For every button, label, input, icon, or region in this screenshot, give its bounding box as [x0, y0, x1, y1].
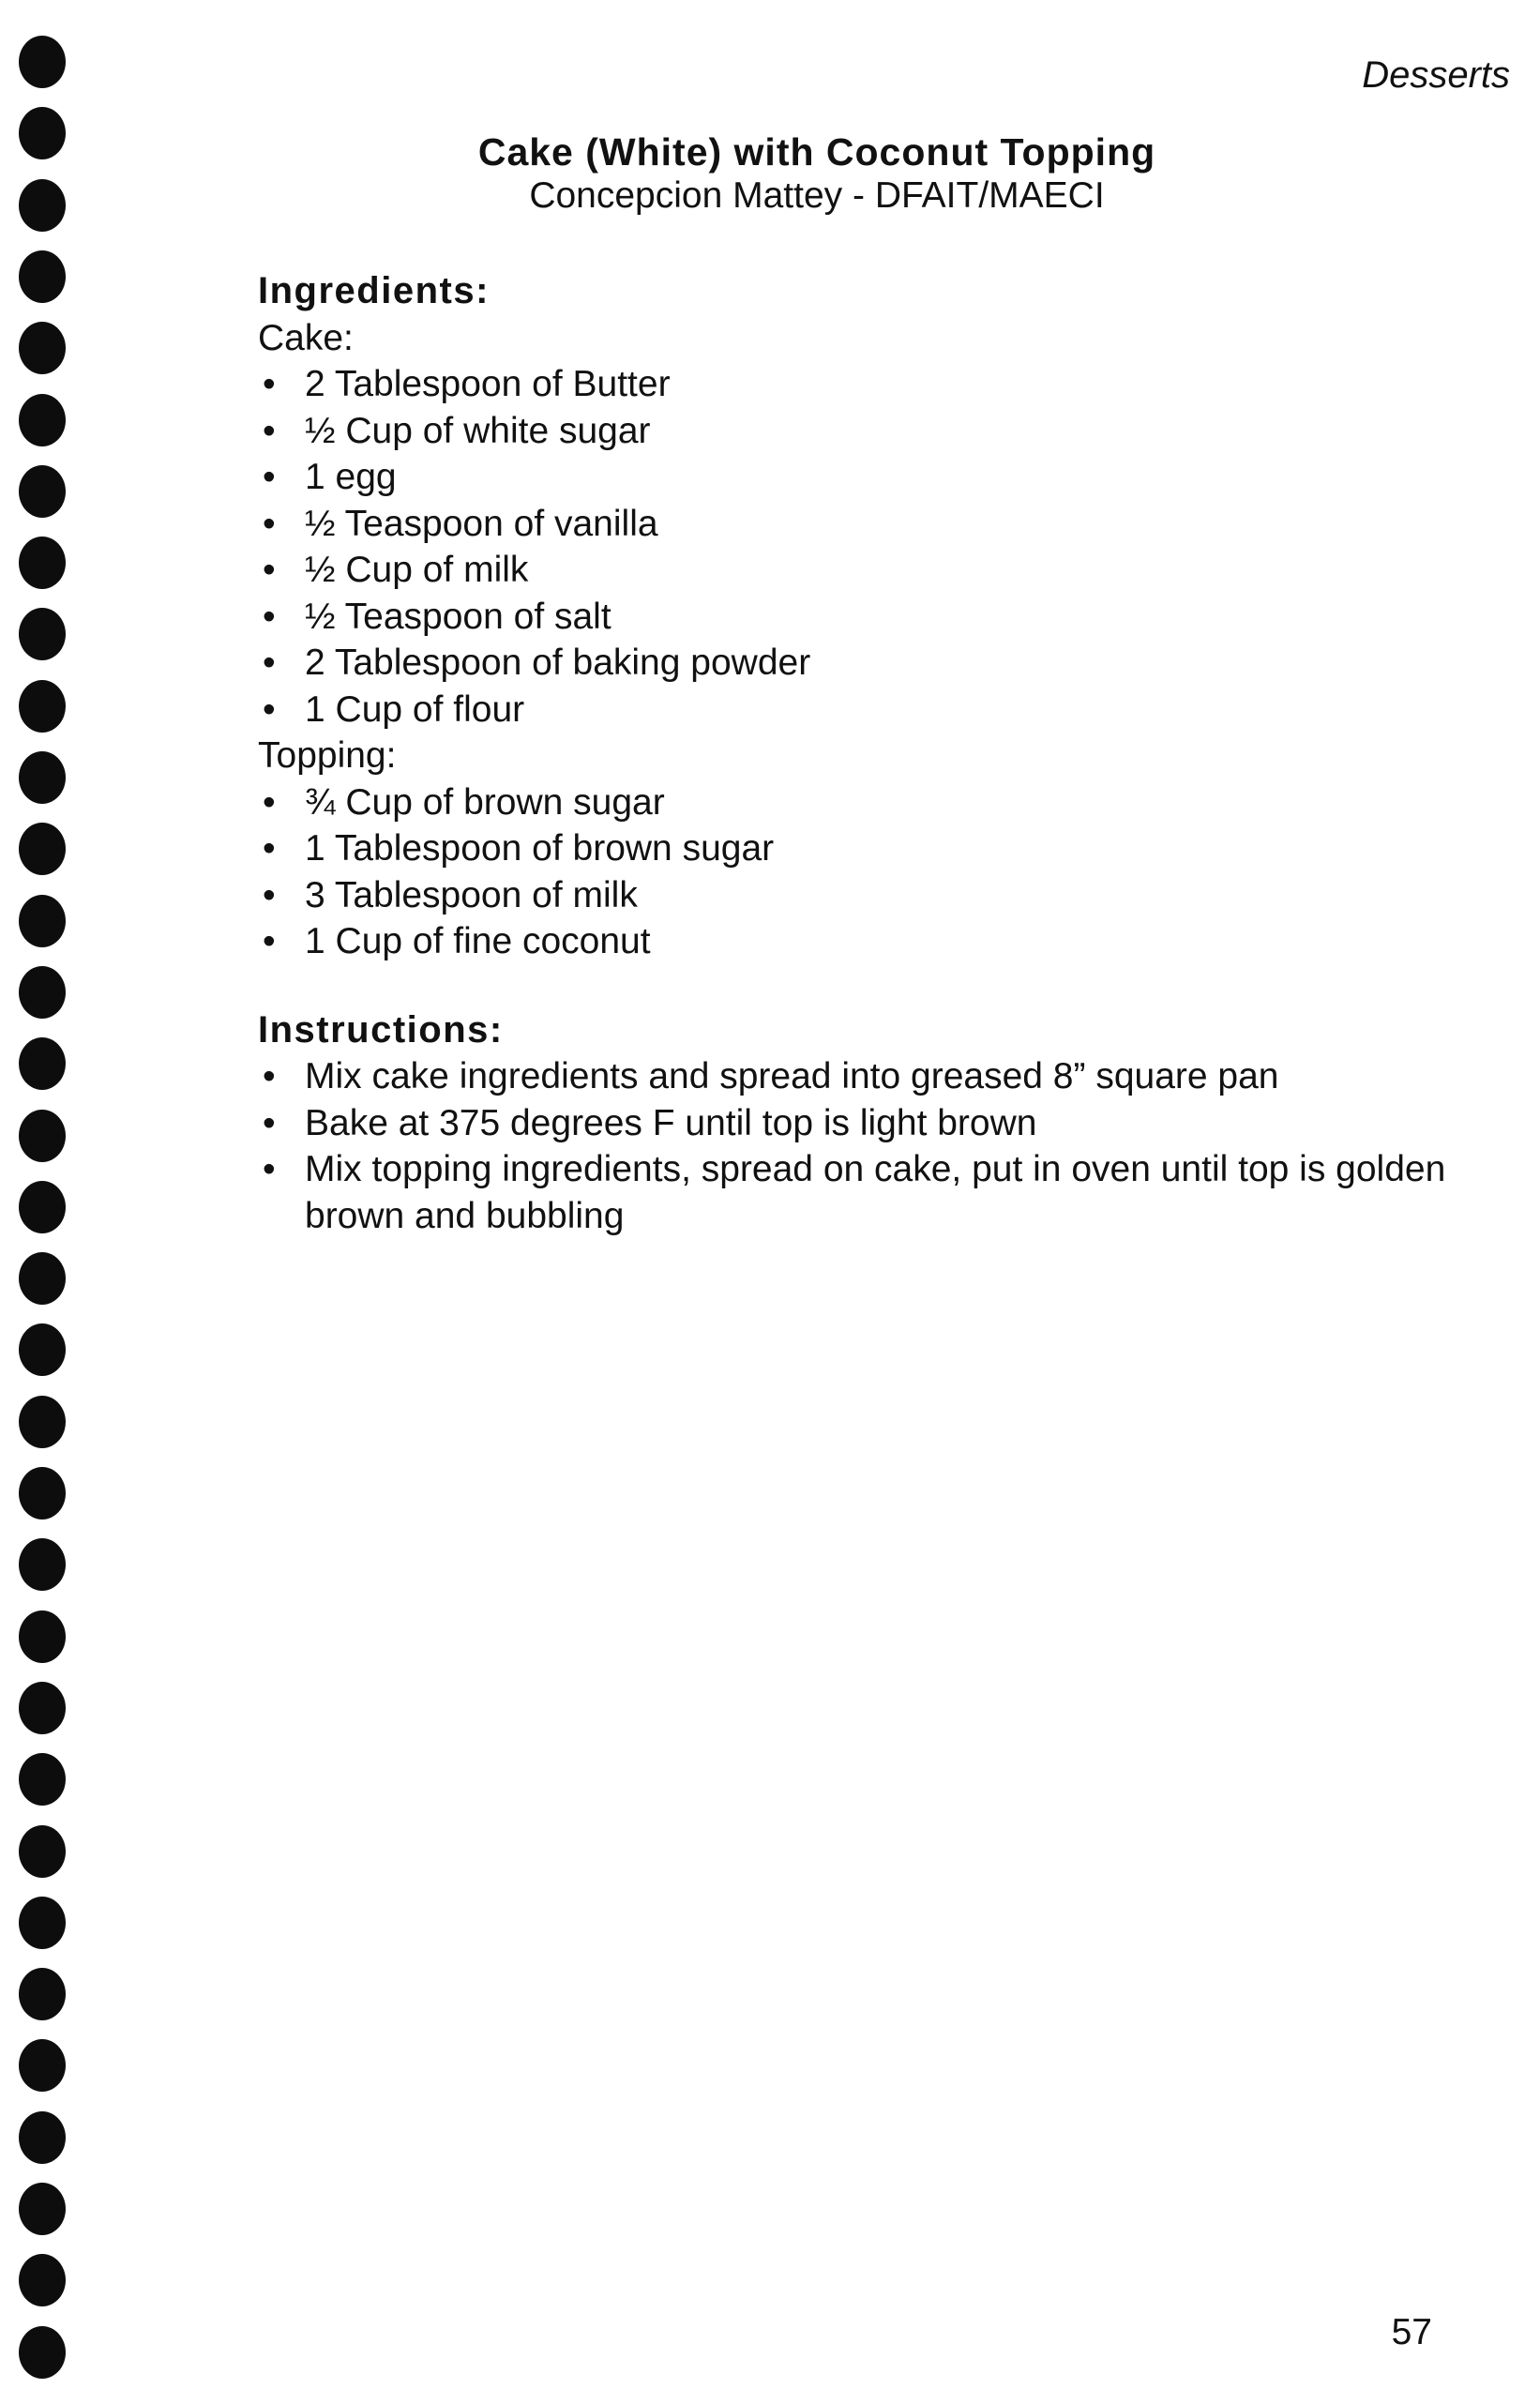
ingredient-text: ½ Teaspoon of salt — [305, 596, 611, 637]
list-item — [258, 779, 1449, 826]
list-item — [258, 687, 1449, 733]
recipe-title: Cake (White) with Coconut Topping — [477, 130, 1156, 174]
list-item — [258, 1146, 1449, 1239]
binding-hole — [19, 36, 66, 88]
ingredient-text: ¾ Cup of brown sugar — [305, 781, 665, 823]
binding-hole — [19, 1252, 66, 1305]
binding-hole — [19, 1037, 66, 1090]
list-item — [258, 547, 1449, 594]
list-item — [258, 640, 1449, 687]
binding-hole — [19, 1323, 66, 1376]
binding-hole — [19, 465, 66, 518]
recipe-author: Concepcion Mattey - DFAIT/MAECI — [529, 175, 1105, 216]
bullet-icon: • — [263, 781, 276, 823]
binding-hole — [19, 2111, 66, 2164]
binding-hole — [19, 2183, 66, 2235]
recipe-header — [0, 129, 1540, 218]
list-item — [258, 872, 1449, 919]
binding-hole — [19, 751, 66, 804]
list-item — [258, 594, 1449, 641]
ingredient-group-label-topping: Topping: — [258, 735, 397, 776]
ingredient-text: ½ Teaspoon of vanilla — [305, 503, 658, 544]
binding-hole — [19, 1396, 66, 1448]
ingredient-text: 1 Cup of fine coconut — [305, 921, 651, 961]
binding-hole — [19, 322, 66, 374]
list-item — [258, 408, 1449, 455]
binding-hole — [19, 2039, 66, 2092]
binding-hole — [19, 2254, 66, 2306]
ingredient-text: 1 egg — [305, 457, 397, 497]
ingredient-text: ½ Cup of milk — [305, 550, 529, 590]
binding-hole — [19, 1610, 66, 1663]
bullet-icon: • — [263, 1056, 276, 1096]
ingredient-text: 1 Tablespoon of brown sugar — [305, 828, 775, 869]
list-item — [258, 361, 1449, 408]
binding-hole — [19, 1897, 66, 1949]
list-item — [258, 1053, 1449, 1100]
ingredient-text: ½ Cup of white sugar — [305, 410, 651, 451]
binding-hole — [19, 1968, 66, 2020]
binding-hole — [19, 680, 66, 733]
list-item — [258, 501, 1449, 548]
binding-hole — [19, 1110, 66, 1162]
binding-hole — [19, 1181, 66, 1233]
binding-hole — [19, 608, 66, 660]
binding-hole — [19, 537, 66, 589]
spiral-binding-holes — [19, 36, 71, 2390]
list-item — [258, 454, 1449, 501]
list-item — [258, 918, 1449, 965]
binding-hole — [19, 394, 66, 446]
ingredient-text: 1 Cup of flour — [305, 688, 525, 730]
recipe-body — [258, 268, 1449, 1239]
ingredient-text: 2 Tablespoon of Butter — [305, 364, 671, 404]
list-item — [258, 1100, 1449, 1147]
bullet-icon: • — [263, 874, 276, 915]
section-label: Desserts — [1362, 54, 1510, 96]
binding-hole — [19, 1753, 66, 1806]
bullet-icon: • — [263, 457, 276, 497]
ingredient-text: 2 Tablespoon of baking powder — [305, 643, 811, 683]
bullet-icon: • — [263, 503, 276, 544]
bullet-icon: • — [263, 1102, 276, 1143]
instruction-text: Bake at 375 degrees F until top is light brown — [305, 1102, 1037, 1143]
ingredient-text: 3 Tablespoon of milk — [305, 874, 638, 915]
binding-hole — [19, 250, 66, 303]
bullet-icon: • — [263, 921, 276, 961]
binding-hole — [19, 823, 66, 875]
bullet-icon: • — [263, 828, 276, 869]
bullet-icon: • — [263, 688, 276, 730]
binding-hole — [19, 1825, 66, 1878]
ingredient-group-label-cake: Cake: — [258, 317, 354, 358]
ingredient-list-cake — [258, 361, 1449, 733]
binding-hole — [19, 2326, 66, 2379]
bullet-icon: • — [263, 410, 276, 451]
binding-hole — [19, 1467, 66, 1520]
ingredient-list-topping — [258, 779, 1449, 965]
instruction-text: Mix cake ingredients and spread into greased 8” square pan — [305, 1056, 1279, 1096]
list-item — [258, 825, 1449, 872]
binding-hole — [19, 1538, 66, 1591]
bullet-icon: • — [263, 643, 276, 683]
binding-hole — [19, 895, 66, 947]
ingredients-heading: Ingredients: — [258, 270, 490, 311]
bullet-icon: • — [263, 1149, 276, 1189]
instruction-text: Mix topping ingredients, spread on cake, put in oven until top is golden brown and bubbling — [305, 1149, 1446, 1236]
bullet-icon: • — [263, 596, 276, 637]
binding-hole — [19, 1682, 66, 1734]
instructions-heading: Instructions: — [258, 1008, 504, 1051]
bullet-icon: • — [263, 550, 276, 590]
page-number: 57 — [1391, 2312, 1432, 2352]
bullet-icon: • — [263, 364, 276, 404]
instruction-list — [258, 1053, 1449, 1239]
binding-hole — [19, 966, 66, 1019]
